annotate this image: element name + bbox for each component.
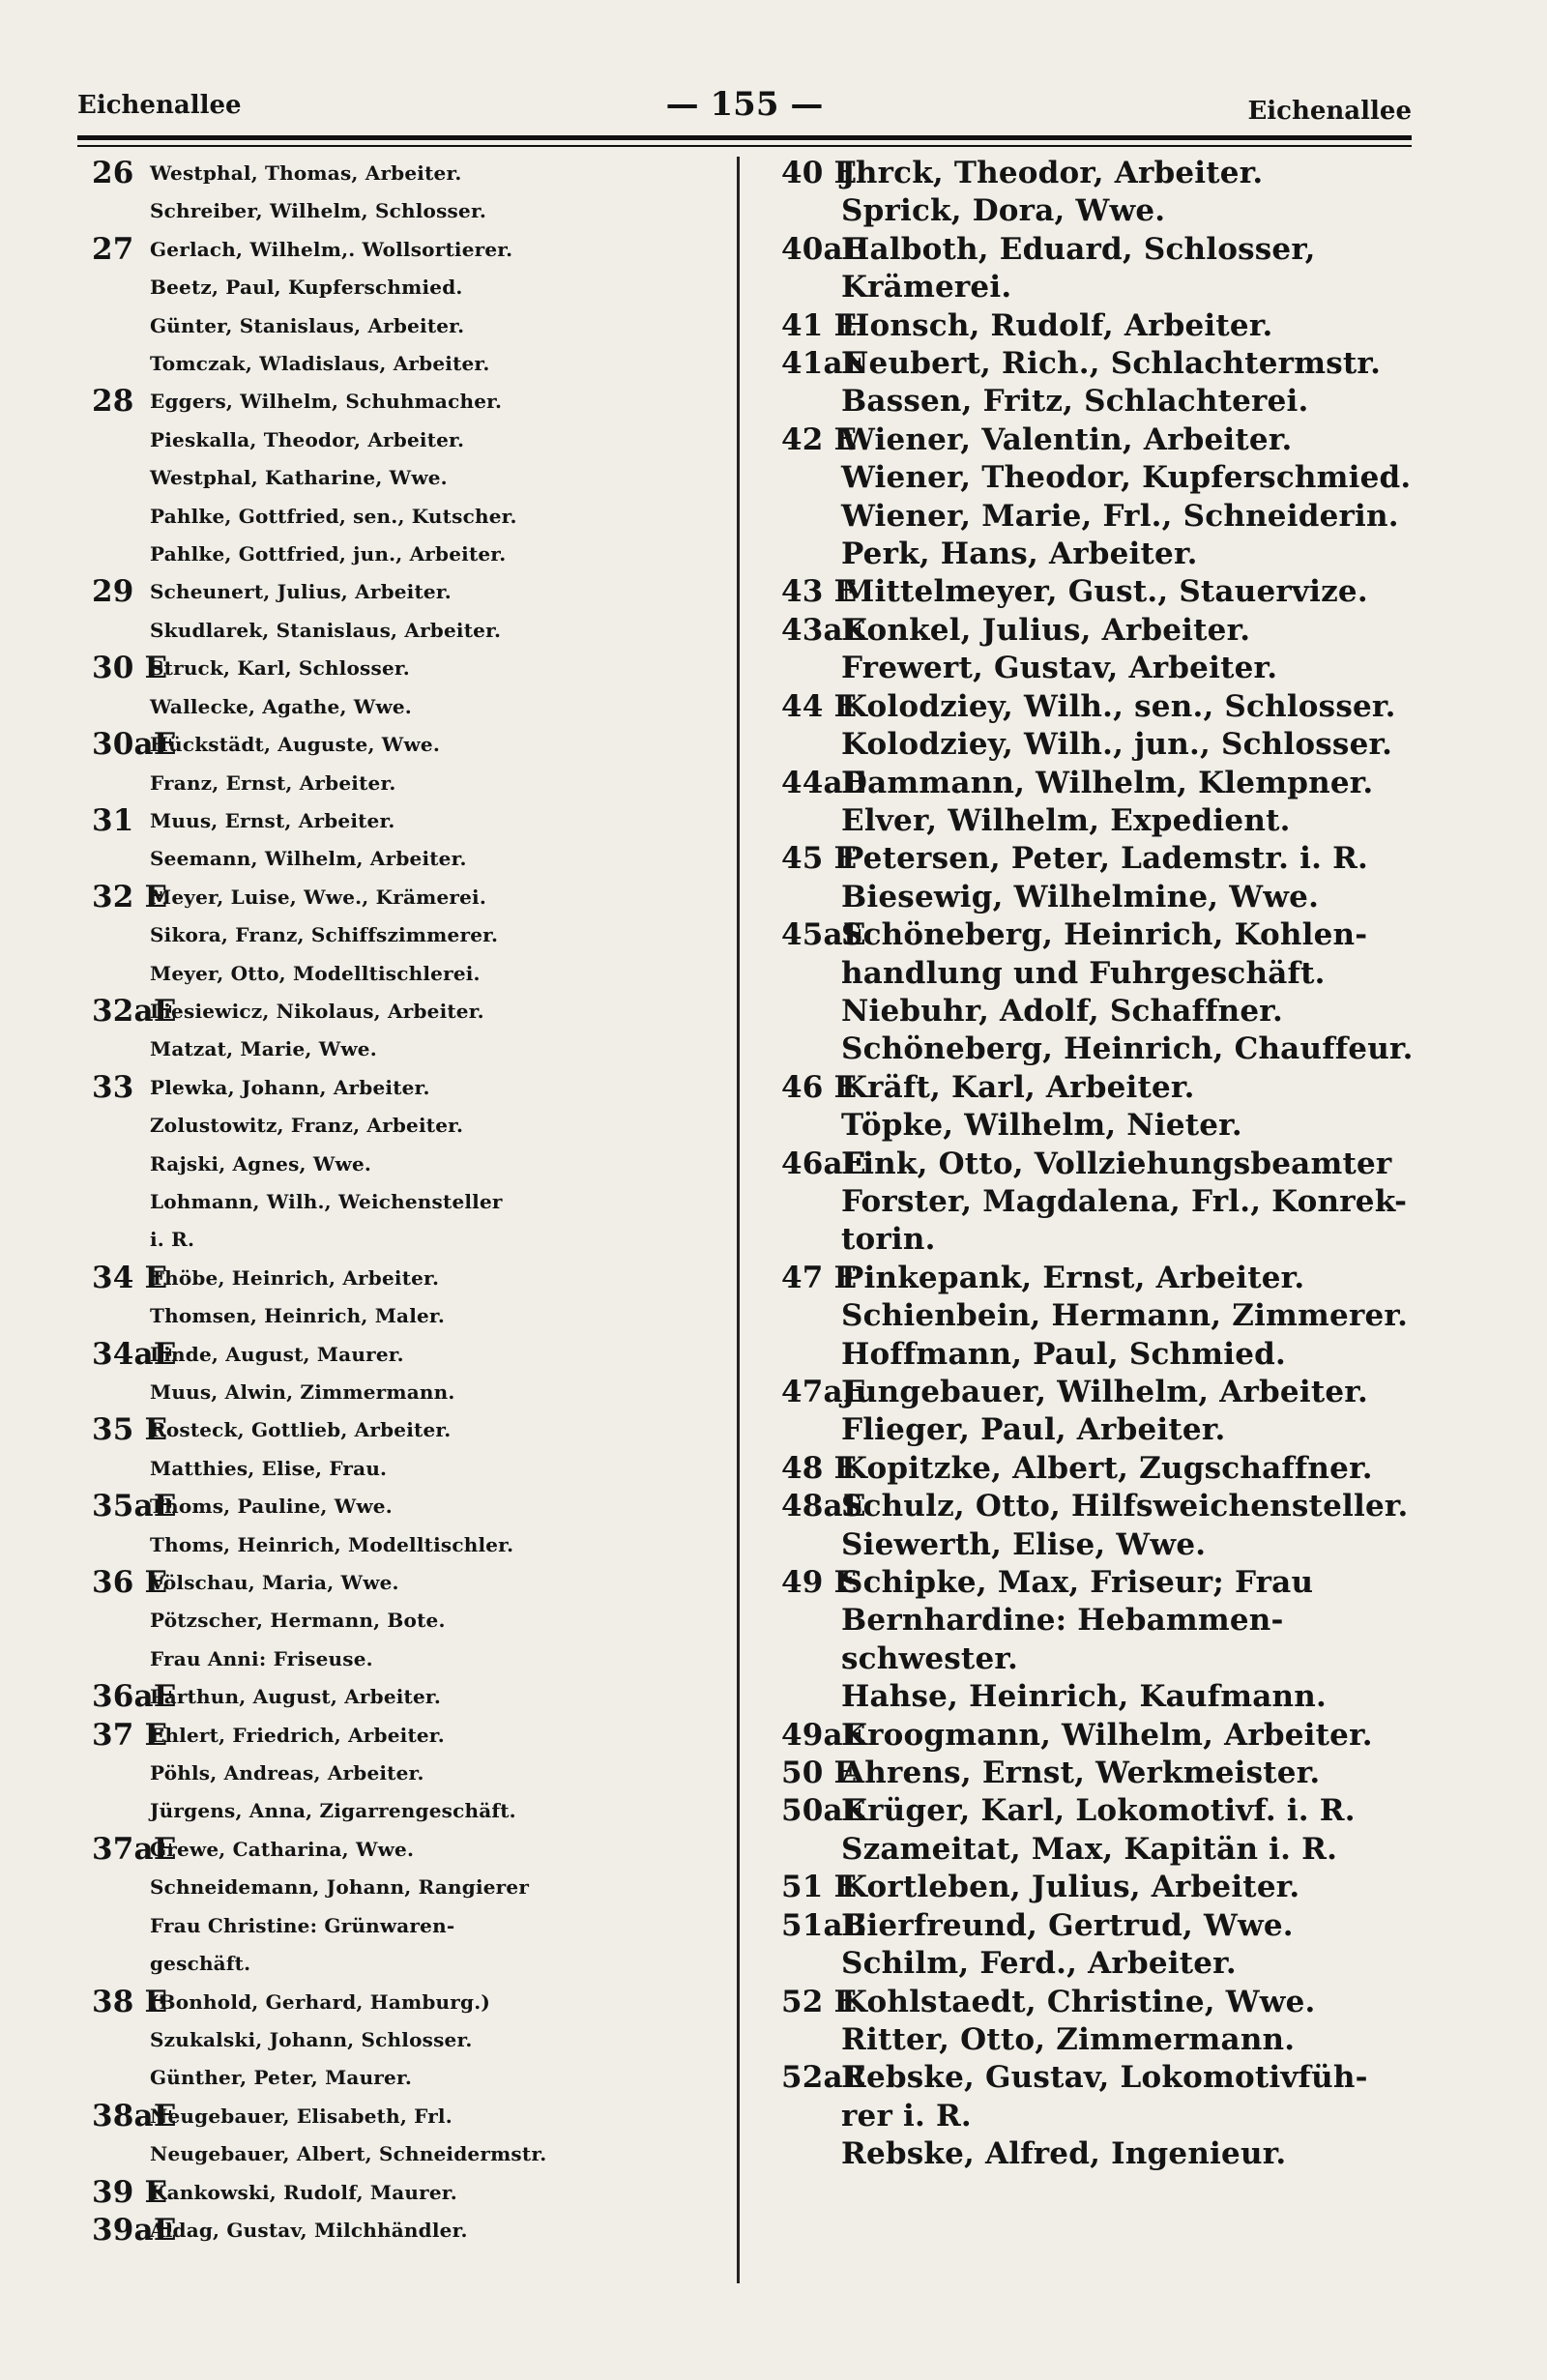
- resident-line: Beetz, Paul, Kupferschmied.: [150, 276, 463, 300]
- resident-line: Ritter, Otto, Zimmermann.: [841, 2021, 1296, 2057]
- resident-line: Pöhls, Andreas, Arbeiter.: [150, 1761, 424, 1785]
- resident-line: Rebske, Gustav, Lokomotivfüh-: [841, 2060, 1368, 2096]
- resident-line: Günter, Stanislaus, Arbeiter.: [150, 313, 465, 337]
- house-number: 47aE: [781, 1375, 866, 1409]
- house-entry: [781, 1488, 1419, 1564]
- resident-line: Schreiber, Wilhelm, Schlosser.: [150, 199, 487, 223]
- house-entry: [92, 231, 730, 384]
- house-number: 44aE: [781, 765, 866, 800]
- resident-line: (Bonhold, Gerhard, Hamburg.): [150, 1989, 491, 2014]
- resident-line: Westphal, Thomas, Arbeiter.: [150, 161, 462, 185]
- house-entry: [92, 1488, 730, 1564]
- resident-line: Szukalski, Johann, Schlosser.: [150, 2027, 473, 2051]
- resident-line: i. R.: [150, 1228, 195, 1252]
- resident-line: Pieskalla, Theodor, Arbeiter.: [150, 427, 465, 451]
- resident-line: Bernhardine: Hebammen-: [841, 1603, 1284, 1639]
- house-number: 52aE: [781, 2060, 866, 2096]
- house-number: 41 E: [781, 307, 858, 343]
- resident-line: Hoffmann, Paul, Schmied.: [841, 1336, 1287, 1372]
- house-entry: [781, 1984, 1419, 2060]
- house-number: 30 E: [92, 651, 168, 686]
- house-entry: [781, 231, 1419, 307]
- resident-line: Lohmann, Wilh., Weichensteller: [150, 1189, 503, 1213]
- resident-line: Neugebauer, Elisabeth, Frl.: [150, 2104, 452, 2128]
- resident-line: Kolodziey, Wilh., sen., Schlosser.: [841, 688, 1396, 724]
- house-entry: [92, 726, 730, 802]
- house-number: 48 E: [781, 1450, 858, 1486]
- house-entry: [92, 1678, 730, 1716]
- house-number: 37aE: [92, 1831, 177, 1867]
- house-entry: [781, 840, 1419, 916]
- house-entry: [781, 765, 1419, 841]
- left-column: [92, 155, 730, 2249]
- resident-line: Dammann, Wilhelm, Klempner.: [841, 765, 1374, 800]
- house-entry: [781, 1146, 1419, 1260]
- resident-line: Kankowski, Rudolf, Maurer.: [150, 2180, 457, 2204]
- house-number: 42 E: [781, 421, 858, 457]
- resident-line: Matthies, Elise, Frau.: [150, 1456, 388, 1480]
- house-number: 45aE: [781, 917, 866, 953]
- house-entry: [781, 155, 1419, 231]
- house-number: 45 E: [781, 841, 858, 877]
- resident-line: Plewka, Johann, Arbeiter.: [150, 1075, 430, 1099]
- resident-line: handlung und Fuhrgeschäft.: [841, 955, 1326, 991]
- house-number: 50 E: [781, 1756, 858, 1791]
- resident-line: Mittelmeyer, Gust., Stauervize.: [841, 574, 1368, 610]
- house-number: 43aE: [781, 612, 866, 648]
- page-header: [77, 85, 1412, 133]
- house-entry: [92, 1336, 730, 1412]
- house-number: 38aE: [92, 2098, 177, 2133]
- resident-line: torin.: [841, 1222, 936, 1258]
- house-number: 35 E: [92, 1412, 168, 1448]
- resident-line: Ahrens, Ernst, Werkmeister.: [841, 1756, 1321, 1791]
- house-entry: [92, 993, 730, 1069]
- resident-line: Thoms, Heinrich, Modelltischler.: [150, 1532, 514, 1556]
- resident-line: Bassen, Fritz, Schlachterei.: [841, 384, 1309, 420]
- header-street-left: Eichenallee: [77, 91, 242, 120]
- house-entry: [781, 1069, 1419, 1146]
- house-number: 35aE: [92, 1489, 177, 1524]
- house-entry: [92, 383, 730, 573]
- resident-line: Aldag, Gustav, Milchhändler.: [150, 2218, 468, 2242]
- resident-line: Muus, Alwin, Zimmermann.: [150, 1380, 455, 1404]
- house-number: 33: [92, 1069, 134, 1105]
- house-entry: [781, 612, 1419, 688]
- resident-line: Neugebauer, Albert, Schneidermstr.: [150, 2142, 547, 2166]
- house-number: 52 E: [781, 1984, 858, 2019]
- house-number: 32 E: [92, 879, 168, 914]
- resident-line: Parthun, August, Arbeiter.: [150, 1685, 441, 1709]
- resident-line: Günther, Peter, Maurer.: [150, 2066, 413, 2090]
- resident-line: Wiener, Theodor, Kupferschmied.: [841, 460, 1412, 496]
- resident-line: Schneidemann, Johann, Rangierer: [150, 1875, 530, 1900]
- resident-line: Kroogmann, Wilhelm, Arbeiter.: [841, 1717, 1373, 1753]
- resident-line: Kolodziey, Wilh., jun., Schlosser.: [841, 727, 1393, 763]
- resident-line: Eggers, Wilhelm, Schuhmacher.: [150, 390, 503, 414]
- house-number: 48aE: [781, 1489, 866, 1524]
- resident-line: Thöbe, Heinrich, Arbeiter.: [150, 1265, 440, 1290]
- house-number: 30aE: [92, 727, 177, 763]
- house-entry: [781, 573, 1419, 611]
- house-entry: [92, 573, 730, 650]
- resident-line: Schipke, Max, Friseur; Frau: [841, 1565, 1314, 1601]
- house-number: 39 E: [92, 2174, 168, 2210]
- resident-line: Kortleben, Julius, Arbeiter.: [841, 1870, 1300, 1905]
- resident-line: Halboth, Eduard, Schlosser,: [841, 231, 1316, 267]
- house-number: 41aE: [781, 346, 866, 382]
- resident-line: Zolustowitz, Franz, Arbeiter.: [150, 1114, 464, 1138]
- resident-line: Jürgens, Anna, Zigarrengeschäft.: [150, 1799, 516, 1823]
- house-entry: [92, 1260, 730, 1336]
- house-number: 36aE: [92, 1679, 177, 1715]
- resident-line: Frau Anni: Friseuse.: [150, 1646, 373, 1670]
- house-number: 34 E: [92, 1260, 168, 1295]
- column-divider: [737, 157, 740, 2283]
- resident-line: Scheunert, Julius, Arbeiter.: [150, 580, 452, 604]
- resident-line: rer i. R.: [841, 2098, 972, 2133]
- house-number: 38 E: [92, 1984, 168, 2019]
- house-number: 32aE: [92, 993, 177, 1029]
- house-entry: [92, 1411, 730, 1488]
- house-entry: [781, 1755, 1419, 1792]
- resident-line: Frau Christine: Grünwaren-: [150, 1913, 455, 1937]
- resident-line: Neubert, Rich., Schlachtermstr.: [841, 346, 1382, 382]
- resident-line: Linde, August, Maurer.: [150, 1342, 404, 1366]
- header-rule-thin: [77, 145, 1412, 147]
- house-number: 37 E: [92, 1717, 168, 1753]
- resident-line: Tomczak, Wladislaus, Arbeiter.: [150, 352, 490, 376]
- house-number: 29: [92, 574, 134, 610]
- resident-line: Rebske, Alfred, Ingenieur.: [841, 2136, 1287, 2172]
- resident-line: Sprick, Dora, Wwe.: [841, 193, 1166, 229]
- resident-line: Hahse, Heinrich, Kaufmann.: [841, 1679, 1327, 1715]
- resident-line: Siewerth, Elise, Wwe.: [841, 1526, 1207, 1562]
- resident-line: Kohlstaedt, Christine, Wwe.: [841, 1984, 1316, 2019]
- house-number: 43 E: [781, 574, 858, 610]
- resident-line: Töpke, Wilhelm, Nieter.: [841, 1108, 1242, 1144]
- right-column: [781, 155, 1419, 2174]
- resident-line: Schilm, Ferd., Arbeiter.: [841, 1946, 1237, 1982]
- resident-line: Bierfreund, Gertrud, Wwe.: [841, 1907, 1294, 1943]
- resident-line: Rosteck, Gottlieb, Arbeiter.: [150, 1418, 452, 1442]
- resident-line: Biesewig, Wilhelmine, Wwe.: [841, 879, 1320, 914]
- house-entry: [92, 2174, 730, 2212]
- house-number: 34aE: [92, 1336, 177, 1372]
- resident-line: Struck, Karl, Schlosser.: [150, 656, 410, 681]
- house-entry: [92, 650, 730, 726]
- house-entry: [781, 1907, 1419, 1984]
- house-entry: [781, 2059, 1419, 2173]
- header-rule-thick: [77, 135, 1412, 140]
- resident-line: Wiener, Valentin, Arbeiter.: [841, 421, 1293, 457]
- house-number: 46 E: [781, 1069, 858, 1105]
- resident-line: Gerlach, Wilhelm,. Wollsortierer.: [150, 237, 513, 261]
- house-entry: [92, 2098, 730, 2174]
- house-entry: [781, 1869, 1419, 1906]
- house-number: 39aE: [92, 2212, 177, 2248]
- house-entry: [92, 1069, 730, 1260]
- resident-line: Pahlke, Gottfried, jun., Arbeiter.: [150, 542, 507, 566]
- resident-line: Meyer, Luise, Wwe., Krämerei.: [150, 885, 487, 909]
- house-entry: [781, 1374, 1419, 1450]
- resident-line: Kopitzke, Albert, Zugschaffner.: [841, 1450, 1373, 1486]
- resident-line: geschäft.: [150, 1952, 251, 1976]
- house-number: 26: [92, 156, 134, 190]
- house-entry: [781, 1717, 1419, 1755]
- house-number: 44 E: [781, 688, 858, 724]
- resident-line: Frewert, Gustav, Arbeiter.: [841, 651, 1278, 686]
- house-number: 51aE: [781, 1907, 866, 1943]
- resident-line: Pahlke, Gottfried, sen., Kutscher.: [150, 504, 517, 528]
- resident-line: Thomsen, Heinrich, Maler.: [150, 1304, 445, 1328]
- house-number: 28: [92, 384, 134, 420]
- resident-line: Thoms, Pauline, Wwe.: [150, 1495, 393, 1519]
- resident-line: Rajski, Agnes, Wwe.: [150, 1151, 372, 1175]
- house-entry: [781, 1564, 1419, 1717]
- house-entry: [92, 2212, 730, 2249]
- resident-line: Kräft, Karl, Arbeiter.: [841, 1069, 1195, 1105]
- resident-line: schwester.: [841, 1640, 1019, 1676]
- house-number: 27: [92, 231, 134, 267]
- house-entry: [92, 1831, 730, 1984]
- house-entry: [92, 155, 730, 231]
- house-number: 47 E: [781, 1260, 858, 1295]
- resident-line: Völschau, Maria, Wwe.: [150, 1571, 399, 1595]
- page-number: — 155 —: [665, 85, 824, 124]
- resident-line: Sikora, Franz, Schiffszimmerer.: [150, 923, 499, 947]
- house-entry: [92, 1564, 730, 1678]
- resident-line: Franz, Ernst, Arbeiter.: [150, 770, 396, 795]
- resident-line: Krämerei.: [841, 270, 1012, 305]
- resident-line: Jhrck, Theodor, Arbeiter.: [841, 156, 1264, 190]
- house-entry: [781, 307, 1419, 345]
- resident-line: Matzat, Marie, Wwe.: [150, 1037, 377, 1061]
- resident-line: Pinkepank, Ernst, Arbeiter.: [841, 1260, 1305, 1295]
- house-entry: [781, 1450, 1419, 1488]
- resident-line: Wiener, Marie, Frl., Schneiderin.: [841, 498, 1399, 534]
- resident-line: Grewe, Catharina, Wwe.: [150, 1837, 415, 1861]
- resident-line: Ehlert, Friedrich, Arbeiter.: [150, 1723, 445, 1747]
- house-number: 50aE: [781, 1793, 866, 1829]
- resident-line: Wallecke, Agathe, Wwe.: [150, 694, 412, 718]
- resident-line: Schöneberg, Heinrich, Kohlen-: [841, 917, 1368, 953]
- resident-line: Flieger, Paul, Arbeiter.: [841, 1412, 1226, 1448]
- resident-line: Hückstädt, Auguste, Wwe.: [150, 733, 440, 757]
- resident-line: Schulz, Otto, Hilfsweichensteller.: [841, 1489, 1409, 1524]
- resident-line: Westphal, Katharine, Wwe.: [150, 466, 448, 490]
- house-entry: [781, 1260, 1419, 1374]
- house-number: 36 E: [92, 1565, 168, 1601]
- house-entry: [92, 879, 730, 993]
- resident-line: Schöneberg, Heinrich, Chauffeur.: [841, 1031, 1414, 1067]
- resident-line: Meyer, Otto, Modelltischlerei.: [150, 961, 481, 985]
- resident-line: Muus, Ernst, Arbeiter.: [150, 808, 395, 832]
- resident-line: Niebuhr, Adolf, Schaffner.: [841, 993, 1283, 1029]
- house-entry: [781, 345, 1419, 421]
- resident-line: Pötzscher, Hermann, Bote.: [150, 1609, 446, 1633]
- resident-line: Seemann, Wilhelm, Arbeiter.: [150, 847, 467, 871]
- resident-line: Fink, Otto, Vollziehungsbeamter: [841, 1146, 1392, 1181]
- house-number: 31: [92, 802, 134, 838]
- house-entry: [92, 1984, 730, 2098]
- house-number: 46aE: [781, 1146, 866, 1181]
- house-entry: [92, 1717, 730, 1831]
- header-street-right: Eichenallee: [1247, 97, 1412, 126]
- resident-line: Liesiewicz, Nikolaus, Arbeiter.: [150, 999, 484, 1023]
- resident-line: Honsch, Rudolf, Arbeiter.: [841, 307, 1273, 343]
- resident-line: Perk, Hans, Arbeiter.: [841, 537, 1198, 572]
- house-number: 49aE: [781, 1717, 866, 1753]
- resident-line: Petersen, Peter, Lademstr. i. R.: [841, 841, 1369, 877]
- house-entry: [781, 916, 1419, 1069]
- resident-line: Szameitat, Max, Kapitän i. R.: [841, 1831, 1338, 1867]
- house-number: 49 E: [781, 1565, 858, 1601]
- resident-line: Schienbein, Hermann, Zimmerer.: [841, 1298, 1409, 1334]
- house-entry: [781, 688, 1419, 765]
- resident-line: Jungebauer, Wilhelm, Arbeiter.: [841, 1375, 1368, 1409]
- house-number: 51 E: [781, 1870, 858, 1905]
- resident-line: Skudlarek, Stanislaus, Arbeiter.: [150, 618, 502, 642]
- house-number: 40 E: [781, 156, 858, 190]
- resident-line: Krüger, Karl, Lokomotivf. i. R.: [841, 1793, 1356, 1829]
- house-entry: [781, 1792, 1419, 1869]
- resident-line: Konkel, Julius, Arbeiter.: [841, 612, 1251, 648]
- resident-line: Forster, Magdalena, Frl., Konrek-: [841, 1183, 1408, 1219]
- house-entry: [781, 421, 1419, 574]
- resident-line: Elver, Wilhelm, Expedient.: [841, 802, 1291, 838]
- house-number: 40aE: [781, 231, 866, 267]
- house-entry: [92, 802, 730, 879]
